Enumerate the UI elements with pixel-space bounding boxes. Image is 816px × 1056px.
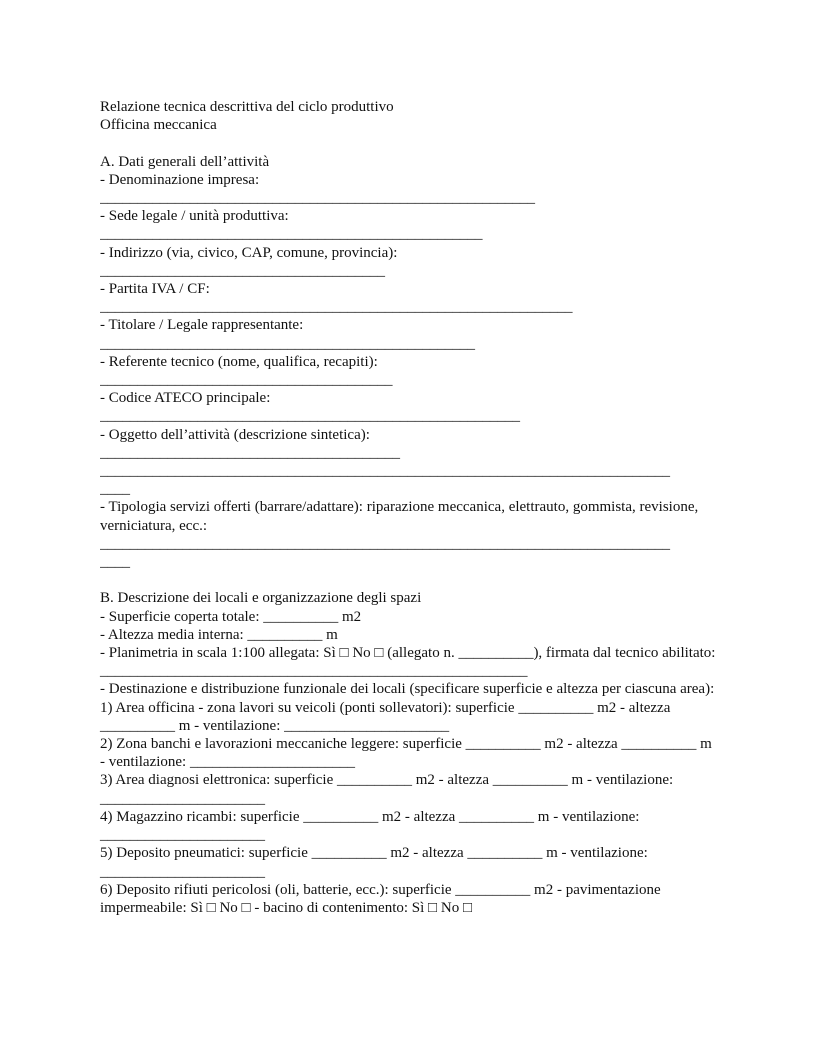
area-5-item: 5) Deposito pneumatici: superficie __________ m2 - altezza __________ m - ventilazione: ______________________ bbox=[100, 845, 652, 880]
denominazione-field[interactable]: __________________________________________________________ bbox=[100, 190, 535, 206]
oggetto-field-line-3[interactable]: ____ bbox=[100, 481, 130, 498]
sede-field[interactable]: ___________________________________________________ bbox=[100, 226, 483, 243]
document-subtitle: Officina meccanica bbox=[100, 117, 217, 134]
indirizzo-field[interactable]: ______________________________________ bbox=[100, 262, 385, 279]
indirizzo-label: - Indirizzo (via, civico, CAP, comune, provincia): bbox=[100, 244, 398, 261]
oggetto-field-line-2[interactable]: ____________________________________________________________________________ bbox=[100, 463, 670, 480]
denominazione-label: - Denominazione impresa: bbox=[100, 171, 260, 188]
spacer bbox=[100, 134, 716, 152]
area-1-item: 1) Area officina - zona lavori su veicoli (ponti sollevatori): superficie __________ m2 - altezza __________ m - ventilazione: ______________________ bbox=[100, 699, 675, 734]
piva-label: - Partita IVA / CF: bbox=[100, 281, 210, 298]
titolare-field[interactable]: __________________________________________________ bbox=[100, 335, 475, 352]
referente-field[interactable]: _______________________________________ bbox=[100, 372, 393, 389]
tipologia-field-line-2[interactable]: ____ bbox=[100, 554, 130, 571]
document-title: Relazione tecnica descrittiva del ciclo produttivo bbox=[100, 99, 394, 115]
ateco-label: - Codice ATECO principale: bbox=[100, 390, 271, 407]
area-2-item: 2) Zona banchi e lavorazioni meccaniche leggere: superficie __________ m2 - altezza __________ m - ventilazione: ______________________ bbox=[100, 736, 716, 771]
area-6-item: 6) Deposito rifiuti pericolosi (oli, batterie, ecc.): superficie __________ m2 - pavimentazione impermeabile: Sì □ No □ - bacino di contenimento: Sì □ No □ bbox=[100, 881, 665, 916]
referente-label: - Referente tecnico (nome, qualifica, recapiti): bbox=[100, 353, 378, 370]
superficie-line: - Superficie coperta totale: __________ m2 bbox=[100, 608, 362, 625]
titolare-label: - Titolare / Legale rappresentante: bbox=[100, 317, 304, 334]
tipologia-text: - Tipologia servizi offerti (barrare/adattare): riparazione meccanica, elettrauto, gommista, revisione, verniciatura, ecc.: bbox=[100, 499, 702, 534]
planimetria-line: - Planimetria in scala 1:100 allegata: Sì □ No □ (allegato n. __________), firmata dal tecnico abilitato: _________________________________________________________ bbox=[100, 645, 720, 680]
spacer bbox=[100, 571, 716, 589]
oggetto-label: - Oggetto dell’attività (descrizione sintetica): bbox=[100, 426, 370, 443]
section-b-heading: B. Descrizione dei locali e organizzazione degli spazi bbox=[100, 590, 422, 607]
area-3-item: 3) Area diagnosi elettronica: superficie __________ m2 - altezza __________ m - ventilazione: ______________________ bbox=[100, 772, 677, 807]
sede-label: - Sede legale / unità produttiva: bbox=[100, 208, 289, 225]
document-page bbox=[100, 98, 720, 917]
piva-field[interactable]: _______________________________________________________________ bbox=[100, 299, 573, 316]
altezza-line: - Altezza media interna: __________ m bbox=[100, 626, 338, 643]
section-a-heading: A. Dati generali dell’attività bbox=[100, 153, 270, 170]
ateco-field[interactable]: ________________________________________________________ bbox=[100, 408, 520, 425]
oggetto-field-line-1[interactable]: ________________________________________ bbox=[100, 444, 400, 461]
tipologia-field-line-1[interactable]: ____________________________________________________________________________ bbox=[100, 535, 670, 552]
area-4-item: 4) Magazzino ricambi: superficie __________ m2 - altezza __________ m - ventilazione: ______________________ bbox=[100, 808, 644, 844]
destinazione-line: - Destinazione e distribuzione funzionale dei locali (specificare superficie e altezza per ciascuna area): bbox=[100, 681, 715, 698]
